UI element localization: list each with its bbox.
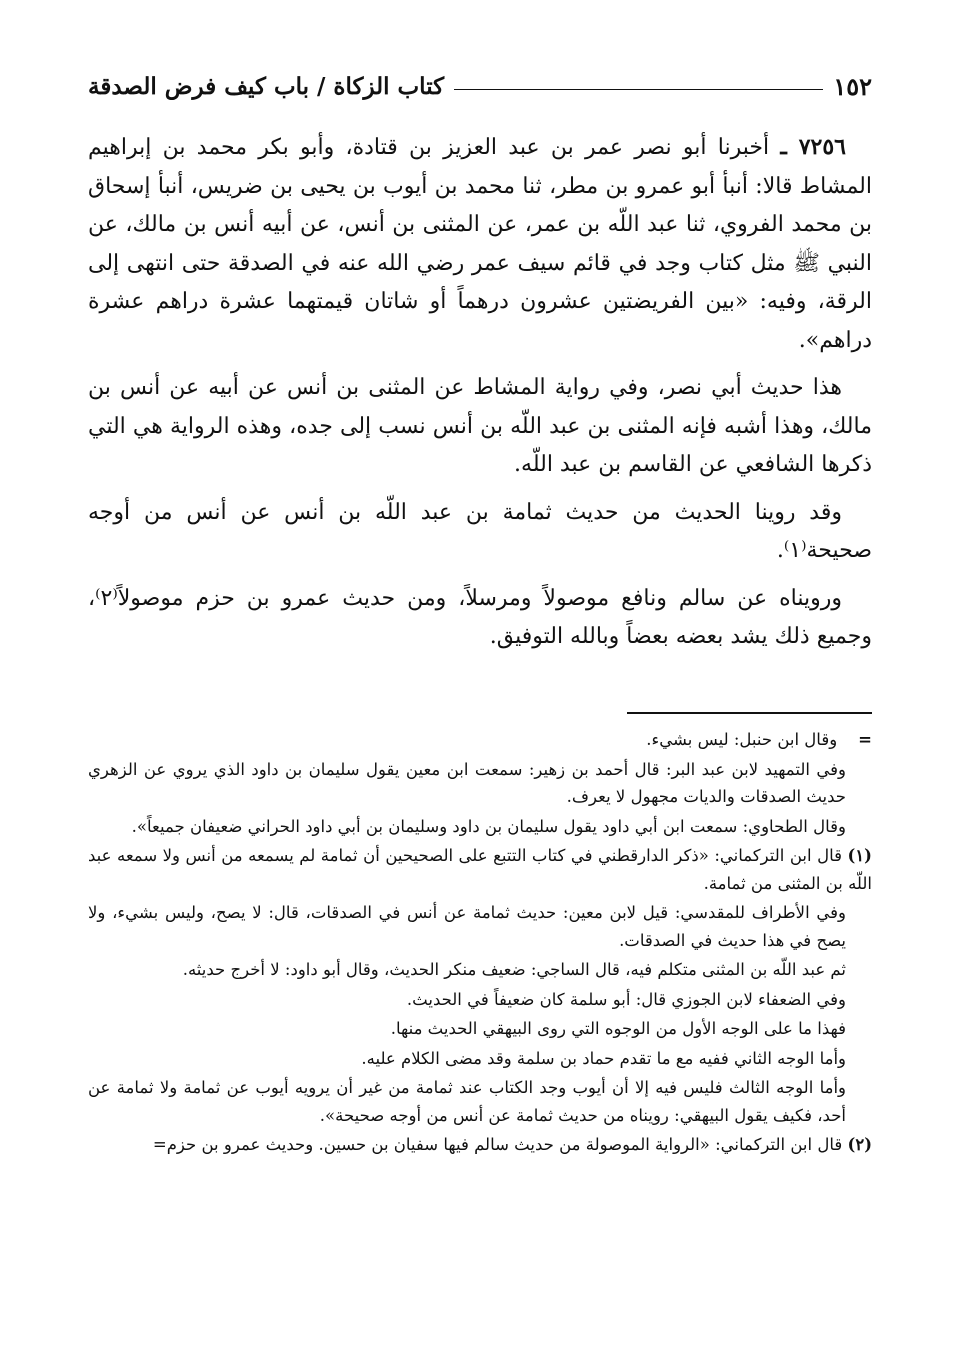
header-rule [454,89,823,90]
footnote-text: وقال ابن حنبل: ليس بشيء. [646,730,838,749]
footnote-1-marker: (١) [847,846,872,865]
footnote-paragraph: فهذا ما على الوجه الأول من الوجوه التي روى البيهقي الحديث منها. [390,1019,846,1038]
page-number: ١٥٢ [833,71,872,101]
footnote-2-marker: (٢) [847,1135,872,1154]
commentary-paragraph-1: هذا حديث أبي نصر، وفي رواية المشاط عن المثنى بن أنس عن أبيه عن أنس بن مالك، وهذا أشبه فإنه المثنى بن عبد اللّه بن أنس نسب إلى جده، وهذه الرواية هي التي ذكرها الشافعي عن القاسم بن عبد اللّه. [88,375,872,477]
footnote-continued-line [88,726,872,754]
commentary-paragraph-3: ورويناه عن سالم ونافع موصولاً ومرسلاً، ومن حديث عمرو بن حزم موصولاً⁽٢⁾، وجميع ذلك يشد بعضه بعضاً وبالله التوفيق. [88,585,872,649]
footnote-paragraph: وفي الضعفاء لابن الجوزي قال: أبو سلمة كان ضعيفاً في الحديث. [406,989,846,1009]
hadith-number: ٧٢٥٦ ـ [780,134,846,160]
commentary-paragraph-2: وقد روينا الحديث من حديث ثمامة بن عبد اللّه بن أنس عن أنس من أوجه صحيحة⁽١⁾. [88,499,872,563]
footnote-paragraph: وفي الأطراف للمقدسي: قيل لابن معين: حديث ثمامة عن أنس في الصدقات، قال: لا يصح، وليس بشيء، ولا يصح في هذا حديث في الصدقات. [88,903,846,950]
footnote-separator [627,712,872,714]
footnote-paragraph: وأما الوجه الثالث فليس فيه إلا أن أيوب وجد الكتاب عند ثمامة من غير أن يرويه أيوب عن ثمامة ولا ثمامة عن أحد، فكيف يقول البيهقي: رويناه من حديث ثمامة عن أنس من أوجه صحيحة». [88,1078,846,1125]
footnotes [88,726,872,1161]
hadith-text: أخبرنا أبو نصر عمر بن عبد العزيز بن قتادة، وأبو بكر محمد بن إبراهيم المشاط قالا: أنبأ أبو عمرو بن مطر، ثنا محمد بن أيوب بن يحيى بن ضريس، أنبأ إسحاق بن محمد الفروي، ثنا عبد اللّه بن عمر، عن المثنى بن أنس، عن أبيه أنس بن مالك، عن النبي ﷺ مثل كتاب وجد في قائم سيف عمر رضي الله عنه في الصدقة حتى انتهى إلى الرقة، وفيه: «بين الفريضتين عشرون درهماً أو شاتان قيمتهما عشرة دراهم عشرة دراهم». [88,135,872,353]
hadith-paragraph [88,128,872,360]
footnote-text: قال ابن التركماني: «ذكر الدارقطني في كتاب التتبع على الصحيحين أن ثمامة لم يسمعه من أنس ولا سمعه عبد اللّه بن المثنى من ثمامة. [88,846,872,893]
footnote-paragraph: وقال الطحاوي: سمعت ابن أبي داود يقول سليمان بن داود وسليمان بن أبي داود الحراني ضعيفان جميعاً». [131,816,846,836]
page-header [88,66,872,106]
footnote-1 [88,842,872,897]
footnote-paragraph: وأما الوجه الثاني ففيه مع ما تقدم حماد بن سلمة وقد مضى الكلام عليه. [361,1048,846,1068]
footnote-2 [88,1131,872,1159]
footnote-paragraph: وفي التمهيد لابن عبد البر: قال أحمد بن زهير: سمعت ابن معين يقول سليمان بن داود الذي يروي عن الزهري حديث الصدقات والديات مجهول لا يعرف. [88,759,846,806]
continuation-mark: = [858,730,872,749]
running-title: كتاب الزكاة / باب كيف فرض الصدقة [88,72,445,100]
main-text [88,128,872,666]
footnote-paragraph: ثم عبد اللّه بن المثنى متكلم فيه، قال الساجي: ضعيف منكر الحديث، وقال أبو داود: لا أخرج حديثه. [182,960,846,979]
footnote-text: قال ابن التركماني: «الرواية الموصولة من حديث سالم فيها سفيان بن حسين. وحديث عمرو بن حزم= [152,1135,843,1154]
